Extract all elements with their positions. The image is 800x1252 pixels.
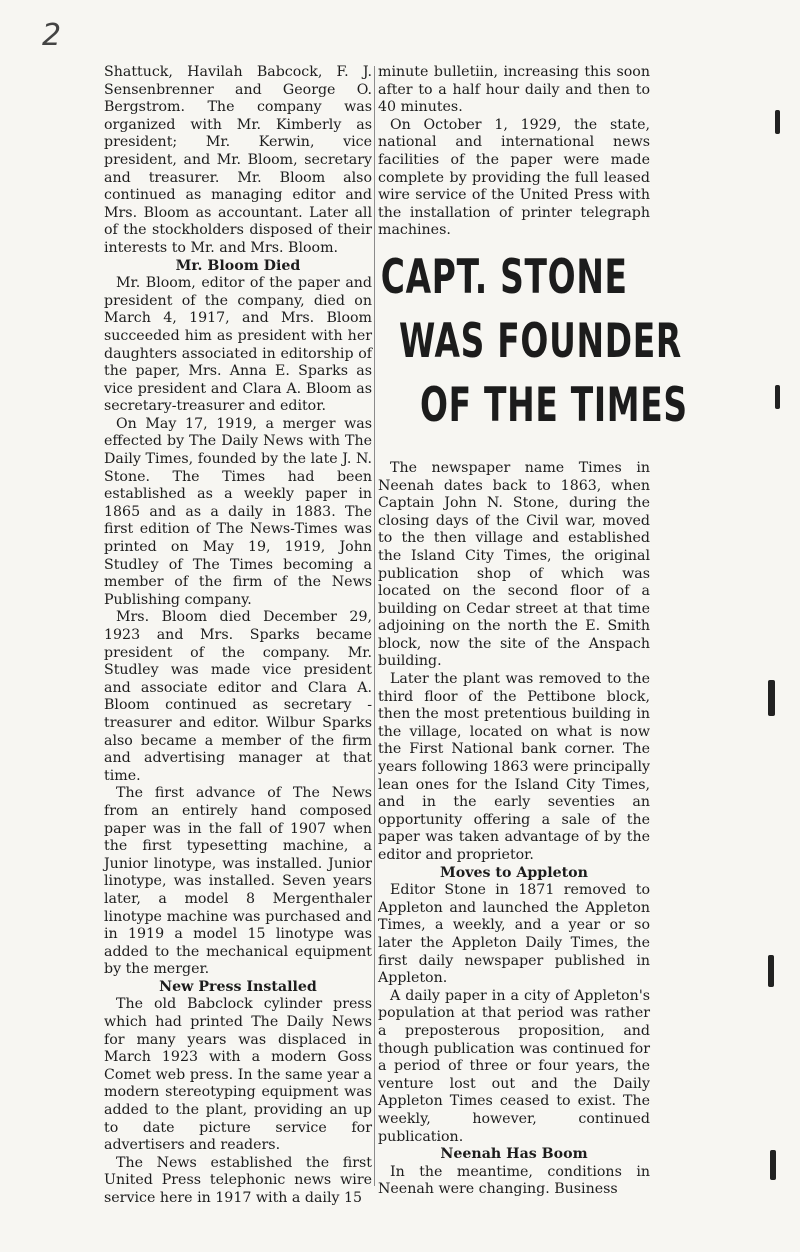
left-column-paragraph: The old Babclock cylinder press which had printed The Daily News for many years was displaced in March 1923 with a modern Goss Comet web press. In the same year a modern stereotyping equipment was added to the plant, providing an up to date picture service for advertisers and readers.: [104, 996, 372, 1154]
left-column-paragraph: Mrs. Bloom died December 29, 1923 and Mrs. Sparks became president of the company. Mr. Studley was made vice president and associate editor and Clara A. Bloom continued as secretary - treasurer and editor. Wilbur Sparks also became a member of the firm and advertising manager at that time.: [104, 609, 372, 784]
left-column-paragraph: Shattuck, Havilah Babcock, F. J. Sensenbrenner and George O. Bergstrom. The company was organized with Mr. Kimberly as president; Mr. Kerwin, vice president, and Mr. Bloom, secretary and treasurer. Mr. Bloom also continued as managing editor and Mrs. Bloom as accountant. Later all of the stockholders disposed of their interests to Mr. and Mrs. Bloom.: [104, 64, 372, 256]
headline: [378, 246, 688, 438]
right-column-top: [378, 64, 650, 240]
right-column-subheading: Moves to Appleton: [440, 864, 588, 881]
scan-mark: [768, 680, 775, 716]
headline-line-1: CAPT. STONE: [380, 249, 628, 305]
left-column-paragraph: On May 17, 1919, a merger was effected by The Daily News with The Daily Times, founded by the late J. N. Stone. The Times had been established as a weekly paper in 1865 and as a daily in 1883. The first edition of The News-Times was printed on May 19, 1919, John Studley of The Times becoming a member of the firm of the News Publishing company.: [104, 415, 372, 608]
column-divider: [374, 66, 375, 1186]
right-column-paragraph: In the meantime, conditions in Neenah were changing. Business: [378, 1163, 650, 1198]
left-column: [104, 64, 372, 1208]
right-column-paragraph: Later the plant was removed to the third floor of the Pettibone block, then the most pretentious building in the village, located on what is now the First National bank corner. The years following 1863 were principally lean ones for the Island City Times, and in the early seventies an opportunity offering a sale of the paper was taken advantage of by the editor and proprietor.: [378, 671, 650, 863]
scan-mark: [768, 955, 774, 987]
left-column-paragraph: The first advance of The News from an entirely hand composed paper was in the fall of 1907 when the first typesetting machine, a Junior linotype, was installed. Junior linotype, was installed. Seven years later, a model 8 Mergenthaler linotype machine was purchased and in 1919 a model 15 linotype was added to the mechanical equipment by the merger.: [104, 785, 372, 978]
scan-mark: [775, 110, 780, 134]
right-column-paragraph: A daily paper in a city of Appleton's population at that period was rather a preposterous proposition, and though publication was continued for a period of three or four years, the venture lost out and the Daily Appleton Times ceased to exist. The weekly, however, continued publication.: [378, 987, 650, 1145]
right-column-paragraph: minute bulletiin, increasing this soon after to a half hour daily and then to 40 minutes.: [378, 64, 650, 116]
left-column-subheading: New Press Installed: [159, 978, 317, 995]
left-column-paragraph: Mr. Bloom, editor of the paper and president of the company, died on March 4, 1917, and Mrs. Bloom succeeded him as president with her daughters associated in editorship of the paper, Mrs. Anna E. Sparks as vice president and Clara A. Bloom as secretary-treasurer and editor.: [104, 275, 372, 415]
page-number: 2: [42, 18, 62, 53]
right-column-subheading: Neenah Has Boom: [440, 1146, 588, 1163]
headline-line-3: OF THE TIMES: [420, 377, 688, 433]
scan-mark: [775, 385, 780, 409]
right-column-paragraph: On October 1, 1929, the state, national and international news facilities of the paper were made complete by providing the full leased wire service of the United Press with the installation of printer telegraph machines.: [378, 116, 650, 239]
right-column-paragraph: The newspaper name Times in Neenah dates back to 1863, when Captain John N. Stone, during the closing days of the Civil war, moved to the then village and established the Island City Times, the original publication shop of which was located on the second floor of a building on Cedar street at that time adjoining on the north the E. Smith block, now the site of the Anspach building.: [378, 459, 650, 670]
right-column-paragraph: Editor Stone in 1871 removed to Appleton and launched the Appleton Times, a weekly, and a year or so later the Appleton Daily Times, the first daily newspaper published in Appleton.: [378, 882, 650, 987]
right-column-bottom: [378, 460, 650, 1199]
right-column: [378, 64, 688, 1199]
scan-mark: [770, 1150, 776, 1180]
left-column-subheading: Mr. Bloom Died: [175, 257, 301, 274]
left-column-paragraph: The News established the first United Press telephonic news wire service here in 1917 with a daily 15: [104, 1154, 372, 1206]
headline-line-2: WAS FOUNDER: [399, 313, 682, 369]
